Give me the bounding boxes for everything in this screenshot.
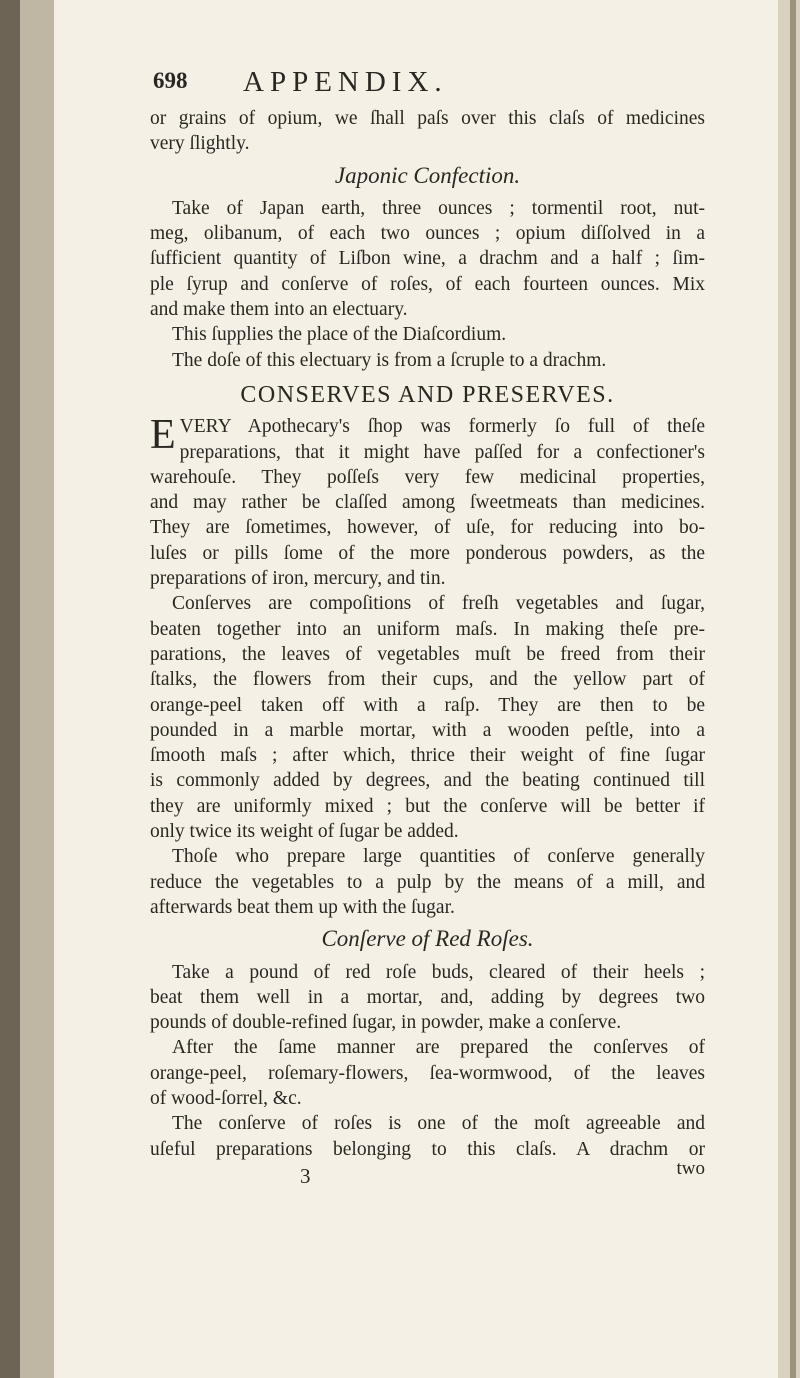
text-line: VERY Apothecary's ſhop was formerly ſo full of theſe [179, 416, 705, 438]
text-line: Take of Japan earth, three ounces ; tormentil root, nut- [172, 197, 705, 219]
paragraph-opening [150, 414, 705, 465]
text-line: pounds of double-refined ſugar, in powder, make a conſerve. [150, 1012, 622, 1034]
body-text [150, 106, 705, 1192]
running-head: APPENDIX. [243, 66, 448, 98]
text-line: ple ſyrup and conſerve of roſes, of each fourteen ounces. Mix [150, 273, 705, 295]
text-line: meg, olibanum, of each two ounces ; opium diſſolved in a [150, 223, 705, 245]
text-line: luſes or pills ſome of the more ponderous powders, as the [150, 542, 705, 564]
binding-shadow [20, 0, 54, 1378]
catchword: two [676, 1157, 705, 1179]
text-line: ſmooth maſs ; after which, thrice their weight of fine ſugar [150, 745, 705, 767]
text-line: Thoſe who prepare large quantities of conſerve generally [172, 846, 705, 868]
text-line: of wood-ſorrel, &c. [150, 1087, 302, 1109]
text-line: only twice its weight of ſugar be added. [150, 821, 459, 843]
text-line: orange-peel taken off with a raſp. They are then to be [150, 694, 705, 716]
text-line: ſtalks, the flowers from their cups, and the yellow part of [150, 669, 705, 691]
text-line: reduce the vegetables to a pulp by the means of a mill, and [150, 871, 705, 893]
text-line: afterwards beat them up with the ſugar. [150, 896, 455, 918]
text-line: They are ſometimes, however, of uſe, for reducing into bo- [150, 517, 705, 539]
drop-cap: E [150, 412, 176, 459]
text-line: pounded in a marble mortar, with a wooden peſtle, into a [150, 719, 705, 741]
text-line: preparations of iron, mercury, and tin. [150, 568, 446, 590]
text-line: and may rather be claſſed among ſweetmeats than medicines. [150, 492, 705, 514]
section-heading: CONSERVES AND PRESERVES. [240, 381, 615, 408]
text-line: very ſlightly. [150, 133, 250, 155]
page-fore-edge [778, 0, 800, 1378]
text-line: ſufficient quantity of Liſbon wine, a drachm and a half ; ſim- [150, 248, 705, 270]
text-line: and make them into an electuary. [150, 299, 408, 321]
text-line: The conſerve of roſes is one of the moſt agreeable and [172, 1113, 705, 1135]
text-line: The doſe of this electuary is from a ſcruple to a drachm. [172, 349, 607, 371]
text-line: warehouſe. They poſſeſs very few medicinal properties, [150, 466, 705, 488]
recipe-title: Japonic Confection. [334, 162, 521, 188]
text-line: This ſupplies the place of the Diaſcordium. [172, 324, 507, 346]
page-header [153, 68, 673, 102]
text-line: Take a pound of red roſe buds, cleared of their heels ; [172, 961, 705, 983]
page-number: 698 [153, 68, 188, 93]
text-line: Conſerves are compoſitions of freſh vegetables and ſugar, [172, 593, 705, 615]
text-line: is commonly added by degrees, and the beating continued till [150, 770, 705, 792]
text-line: beat them well in a mortar, and, adding by degrees two [150, 986, 705, 1008]
text-line: beaten together into an uniform maſs. In making theſe pre- [150, 618, 705, 640]
text-line: orange-peel, roſemary-flowers, ſea-wormwood, of the leaves [150, 1062, 705, 1084]
recipe-title: Conſerve of Red Roſes. [321, 926, 534, 952]
text-line: or grains of opium, we ſhall paſs over this claſs of medicines [150, 108, 705, 129]
page-footer [150, 1157, 705, 1192]
binding-edge [0, 0, 20, 1378]
text-line: preparations, that it might have paſſed for a confectioner's [179, 441, 705, 463]
signature-mark: 3 [300, 1163, 311, 1188]
text-line: After the ſame manner are prepared the conſerves of [172, 1037, 705, 1059]
text-line: parations, the leaves of vegetables muſt be freed from their [150, 643, 705, 665]
text-line: uſeful preparations belonging to this claſs. A drachm or [150, 1138, 705, 1160]
text-line: they are uniformly mixed ; but the conſerve will be better if [150, 795, 705, 817]
page-fore-edge-shadow [790, 0, 796, 1378]
